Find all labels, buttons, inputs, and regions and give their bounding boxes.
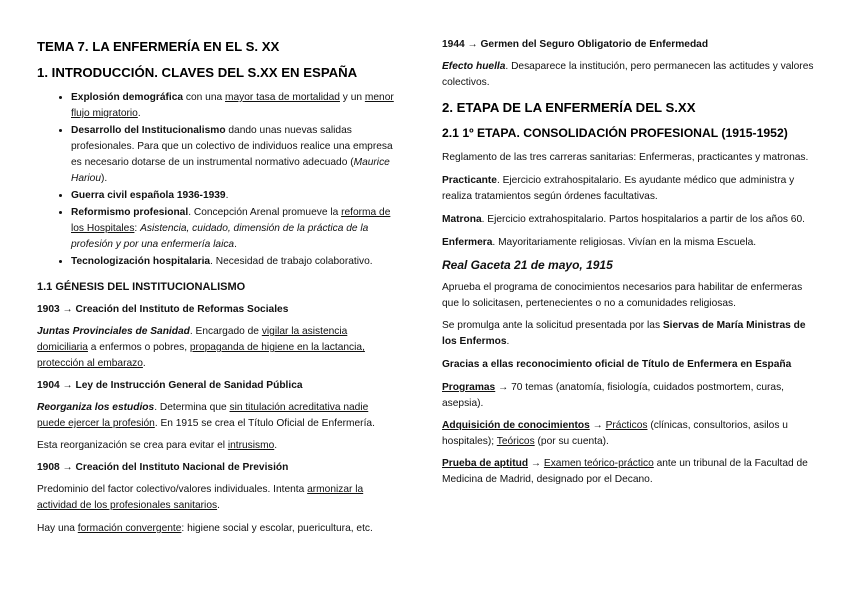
paragraph-prueba: Prueba de aptitud → Examen teórico-práctico ante un tribunal de la Facultad de Medicina de Madrid, designado por el Decano. — [442, 458, 808, 485]
paragraph-matrona: Matrona. Ejercicio extrahospitalario. Partos hospitalarios a partir de los años 60. — [442, 214, 805, 225]
list-item: • Explosión demográfica con una mayor tasa de mortalidad y un menor flujo migratorio. — [71, 89, 399, 122]
paragraph-siervas: Se promulga ante la solicitud presentada por las Siervas de María Ministras de los Enfermos. — [442, 320, 806, 347]
section-1-1-heading: 1.1 GÉNESIS DEL INSTITUCIONALISMO — [37, 281, 246, 293]
paragraph-formacion: Hay una formación convergente: higiene social y escolar, puericultura, etc. — [37, 523, 373, 534]
paragraph-1903: Juntas Provinciales de Sanidad. Encargado de vigilar la asistencia domiciliaria a enfermos o pobres, propaganda de higiene en la lactancia, protección al embarazo. — [37, 326, 365, 369]
paragraph-reorganizacion: Esta reorganización se crea para evitar el intrusismo. — [37, 440, 278, 451]
paragraph-gracias: Gracias a ellas reconocimiento oficial de Título de Enfermera en España — [442, 359, 792, 370]
real-gaceta-heading: Real Gaceta 21 de mayo, 1915 — [442, 258, 613, 272]
list-item: • Tecnologización hospitalaria. Necesidad de trabajo colaborativo. — [71, 253, 399, 270]
paragraph-reglamento: Reglamento de las tres carreras sanitarias: Enfermeras, practicantes y matronas. — [442, 152, 809, 163]
list-item: • Reformismo profesional. Concepción Arenal promueve la reforma de los Hospitales: Asistencia, cuidado, dimensión de la práctica de la profesión y por una enfermería laica. — [71, 204, 399, 253]
event-1944: 1944 → Germen del Seguro Obligatorio de Enfermedad — [442, 39, 709, 50]
event-1908: 1908 → Creación del Instituto Nacional de Previsión — [37, 462, 289, 473]
paragraph-1908: Predominio del factor colectivo/valores individuales. Intenta armonizar la actividad de los profesionales sanitarios. — [37, 484, 364, 511]
left-column — [37, 38, 399, 537]
key-factors-list — [37, 89, 399, 270]
list-item: • Guerra civil española 1936-1939. — [71, 187, 399, 204]
right-column — [442, 37, 817, 488]
paragraph-practicante: Practicante. Ejercicio extrahospitalario. Es ayudante médico que administra y realiza tratamientos según órdenes facultativas. — [442, 175, 795, 202]
section-2-heading: 2. ETAPA DE LA ENFERMERÍA DEL S.XX — [442, 100, 696, 115]
event-1904: 1904 → Ley de Instrucción General de Sanidad Pública — [37, 380, 303, 391]
paragraph-programas: Programas → 70 temas (anatomía, fisiología, cuidados postmortem, curas, asepsia). — [442, 382, 785, 409]
list-item: • Desarrollo del Institucionalismo dando unas nuevas salidas profesionales. Para que un colectivo de individuos realice una empresa es necesario dotarse de un instrumental normativo adecuado (Maurice Hariou). — [71, 122, 399, 187]
paragraph-efecto-huella: Efecto huella. Desaparece la institución, pero permanecen las actitudes y valores colectivos. — [442, 61, 814, 88]
paragraph-1904: Reorganiza los estudios. Determina que sin titulación acreditativa nadie puede ejercer la profesión. En 1915 se crea el Título Oficial de Enfermería. — [37, 402, 375, 429]
paragraph-enfermera: Enfermera. Mayoritariamente religiosas. Vivían en la misma Escuela. — [442, 237, 757, 248]
event-1903: 1903 → Creación del Instituto de Reformas Sociales — [37, 304, 289, 315]
section-2-1-heading: 2.1 1º ETAPA. CONSOLIDACIÓN PROFESIONAL (1915-1952) — [442, 126, 788, 140]
section-1-heading: 1. INTRODUCCIÓN. CLAVES DEL S.XX EN ESPAÑA — [37, 65, 358, 80]
paragraph-adquisicion: Adquisición de conocimientos → Prácticos (clínicas, consultorios, asilos u hospitales); Teóricos (por su cuenta). — [442, 420, 788, 447]
paragraph-aprueba: Aprueba el programa de conocimientos necesarios para habilitar de enfermeras que lo solicitasen, pertenecientes o no a comunidades religiosas. — [442, 282, 803, 309]
document-title: TEMA 7. LA ENFERMERÍA EN EL S. XX — [37, 39, 280, 54]
